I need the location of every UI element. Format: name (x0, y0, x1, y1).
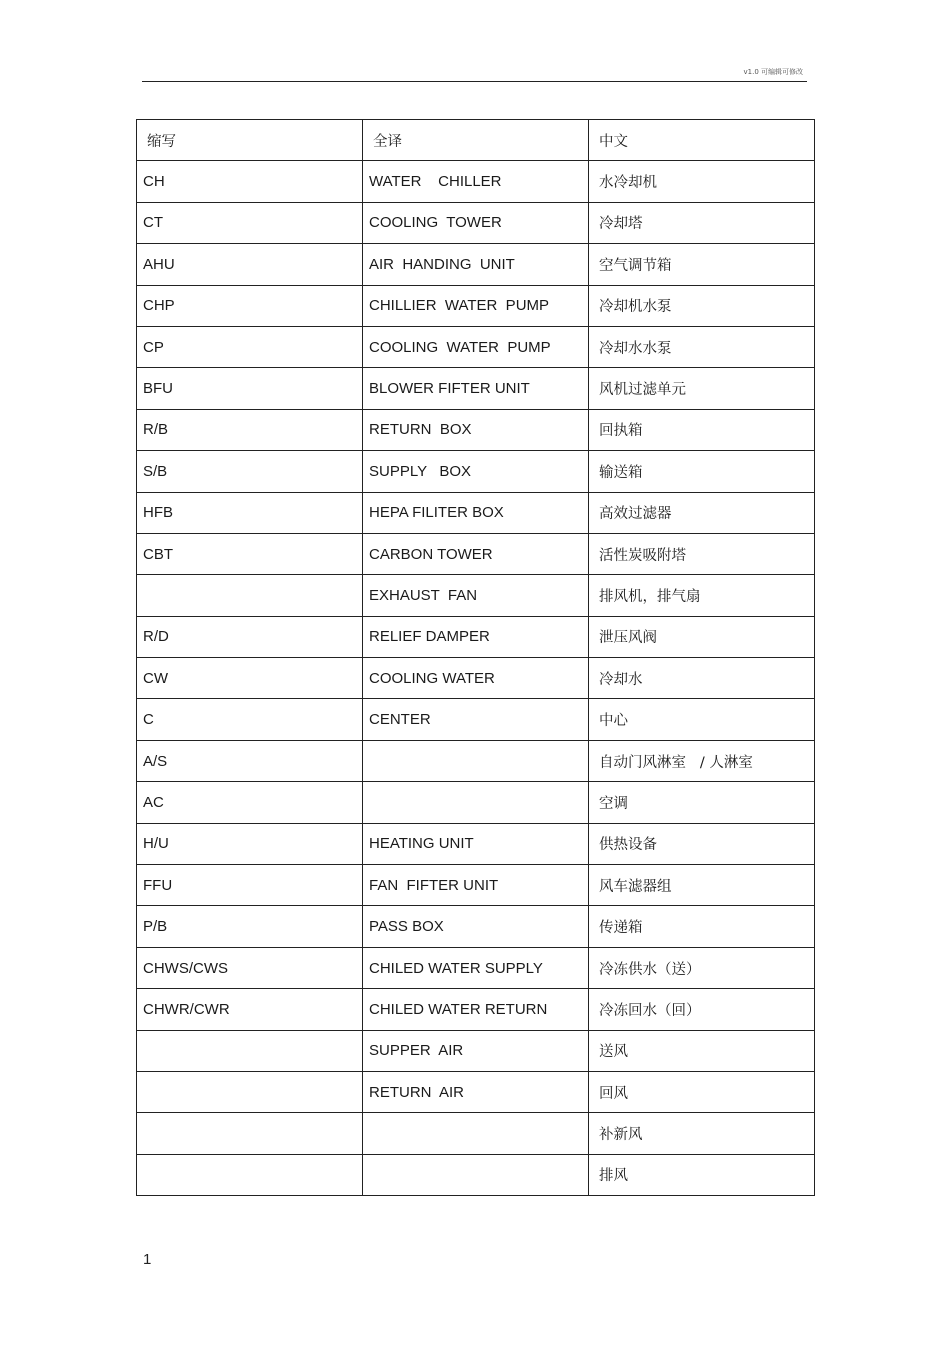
cell-abbreviation: A/S (137, 740, 363, 781)
table-row (137, 782, 815, 823)
cell-chinese: 回执箱 (589, 409, 815, 450)
cell-chinese: 供热设备 (589, 823, 815, 864)
cell-chinese: 回风 (589, 1071, 815, 1112)
cell-chinese: 补新风 (589, 1113, 815, 1154)
table-row (137, 368, 815, 409)
header-rule (142, 81, 807, 82)
cell-chinese: 冷却塔 (589, 202, 815, 243)
cell-abbreviation (137, 1154, 363, 1195)
cell-full-name: HEATING UNIT (363, 823, 589, 864)
table-row (137, 492, 815, 533)
cell-abbreviation: CHWR/CWR (137, 989, 363, 1030)
cell-abbreviation: FFU (137, 865, 363, 906)
cell-full-name (363, 1113, 589, 1154)
table-row (137, 161, 815, 202)
cell-full-name: AIR HANDING UNIT (363, 244, 589, 285)
cell-full-name: CHILED WATER SUPPLY (363, 947, 589, 988)
cell-chinese: 送风 (589, 1030, 815, 1071)
cell-full-name: FAN FIFTER UNIT (363, 865, 589, 906)
header-cell-full-name: 全译 (363, 120, 589, 161)
cell-full-name (363, 782, 589, 823)
table-row (137, 823, 815, 864)
header-cell-chinese: 中文 (589, 120, 815, 161)
cell-abbreviation: CHWS/CWS (137, 947, 363, 988)
cell-abbreviation (137, 1071, 363, 1112)
cell-abbreviation (137, 575, 363, 616)
cell-chinese: 活性炭吸附塔 (589, 533, 815, 574)
cell-chinese: 中心 (589, 699, 815, 740)
cell-full-name: CARBON TOWER (363, 533, 589, 574)
cell-full-name: RETURN AIR (363, 1071, 589, 1112)
cell-chinese: 冷冻供水（送） (589, 947, 815, 988)
cell-full-name: EXHAUST FAN (363, 575, 589, 616)
cell-chinese: 空调 (589, 782, 815, 823)
cell-abbreviation (137, 1113, 363, 1154)
cell-full-name: PASS BOX (363, 906, 589, 947)
cell-chinese: 冷却机水泵 (589, 285, 815, 326)
cell-chinese: 冷却水 (589, 658, 815, 699)
cell-chinese: 排风 (589, 1154, 815, 1195)
cell-abbreviation: BFU (137, 368, 363, 409)
cell-chinese: 风车滤器组 (589, 865, 815, 906)
table-row (137, 533, 815, 574)
cell-chinese: 传递箱 (589, 906, 815, 947)
page-number: 1 (143, 1251, 152, 1268)
table-row (137, 989, 815, 1030)
cell-full-name: WATER CHILLER (363, 161, 589, 202)
cell-full-name: RELIEF DAMPER (363, 616, 589, 657)
table-row (137, 906, 815, 947)
table-row (137, 1030, 815, 1071)
table-row (137, 285, 815, 326)
cell-chinese: 冷却水水泵 (589, 326, 815, 367)
cell-chinese: 空气调节箱 (589, 244, 815, 285)
cell-abbreviation: R/B (137, 409, 363, 450)
table-row (137, 1071, 815, 1112)
glossary-table (136, 119, 815, 1196)
cell-abbreviation: AHU (137, 244, 363, 285)
cell-full-name: COOLING TOWER (363, 202, 589, 243)
cell-abbreviation: AC (137, 782, 363, 823)
cell-abbreviation: CP (137, 326, 363, 367)
table-row (137, 409, 815, 450)
cell-full-name: CHILED WATER RETURN (363, 989, 589, 1030)
cell-full-name: HEPA FILITER BOX (363, 492, 589, 533)
cell-full-name: COOLING WATER (363, 658, 589, 699)
cell-abbreviation: HFB (137, 492, 363, 533)
cell-full-name: SUPPER AIR (363, 1030, 589, 1071)
table-row (137, 947, 815, 988)
cell-abbreviation: C (137, 699, 363, 740)
cell-abbreviation: H/U (137, 823, 363, 864)
table-row (137, 740, 815, 781)
header-cell-abbreviation: 缩写 (137, 120, 363, 161)
cell-full-name (363, 740, 589, 781)
table-row (137, 1154, 815, 1195)
table-row (137, 1113, 815, 1154)
cell-abbreviation (137, 1030, 363, 1071)
cell-chinese: 水冷却机 (589, 161, 815, 202)
table-row (137, 865, 815, 906)
cell-abbreviation: S/B (137, 451, 363, 492)
cell-chinese: 泄压风阀 (589, 616, 815, 657)
cell-abbreviation: CH (137, 161, 363, 202)
cell-abbreviation: CT (137, 202, 363, 243)
cell-chinese: 高效过滤器 (589, 492, 815, 533)
cell-full-name: RETURN BOX (363, 409, 589, 450)
table-row (137, 699, 815, 740)
cell-chinese: 风机过滤单元 (589, 368, 815, 409)
cell-abbreviation: CW (137, 658, 363, 699)
glossary-body (137, 120, 815, 1196)
table-row (137, 616, 815, 657)
cell-abbreviation: R/D (137, 616, 363, 657)
table-row (137, 326, 815, 367)
table-row (137, 451, 815, 492)
table-header-row (137, 120, 815, 161)
cell-full-name: COOLING WATER PUMP (363, 326, 589, 367)
table-row (137, 244, 815, 285)
cell-chinese: 输送箱 (589, 451, 815, 492)
cell-full-name: CENTER (363, 699, 589, 740)
cell-abbreviation: P/B (137, 906, 363, 947)
cell-chinese: 自动门风淋室 / 人淋室 (589, 740, 815, 781)
table-row (137, 658, 815, 699)
table-row (137, 202, 815, 243)
cell-full-name: BLOWER FIFTER UNIT (363, 368, 589, 409)
cell-full-name: SUPPLY BOX (363, 451, 589, 492)
table-row (137, 575, 815, 616)
cell-abbreviation: CHP (137, 285, 363, 326)
header-note: v1.0 可编辑可修改 (743, 68, 803, 76)
cell-chinese: 排风机，排气扇 (589, 575, 815, 616)
cell-full-name (363, 1154, 589, 1195)
cell-chinese: 冷冻回水（回） (589, 989, 815, 1030)
cell-abbreviation: CBT (137, 533, 363, 574)
cell-full-name: CHILLIER WATER PUMP (363, 285, 589, 326)
